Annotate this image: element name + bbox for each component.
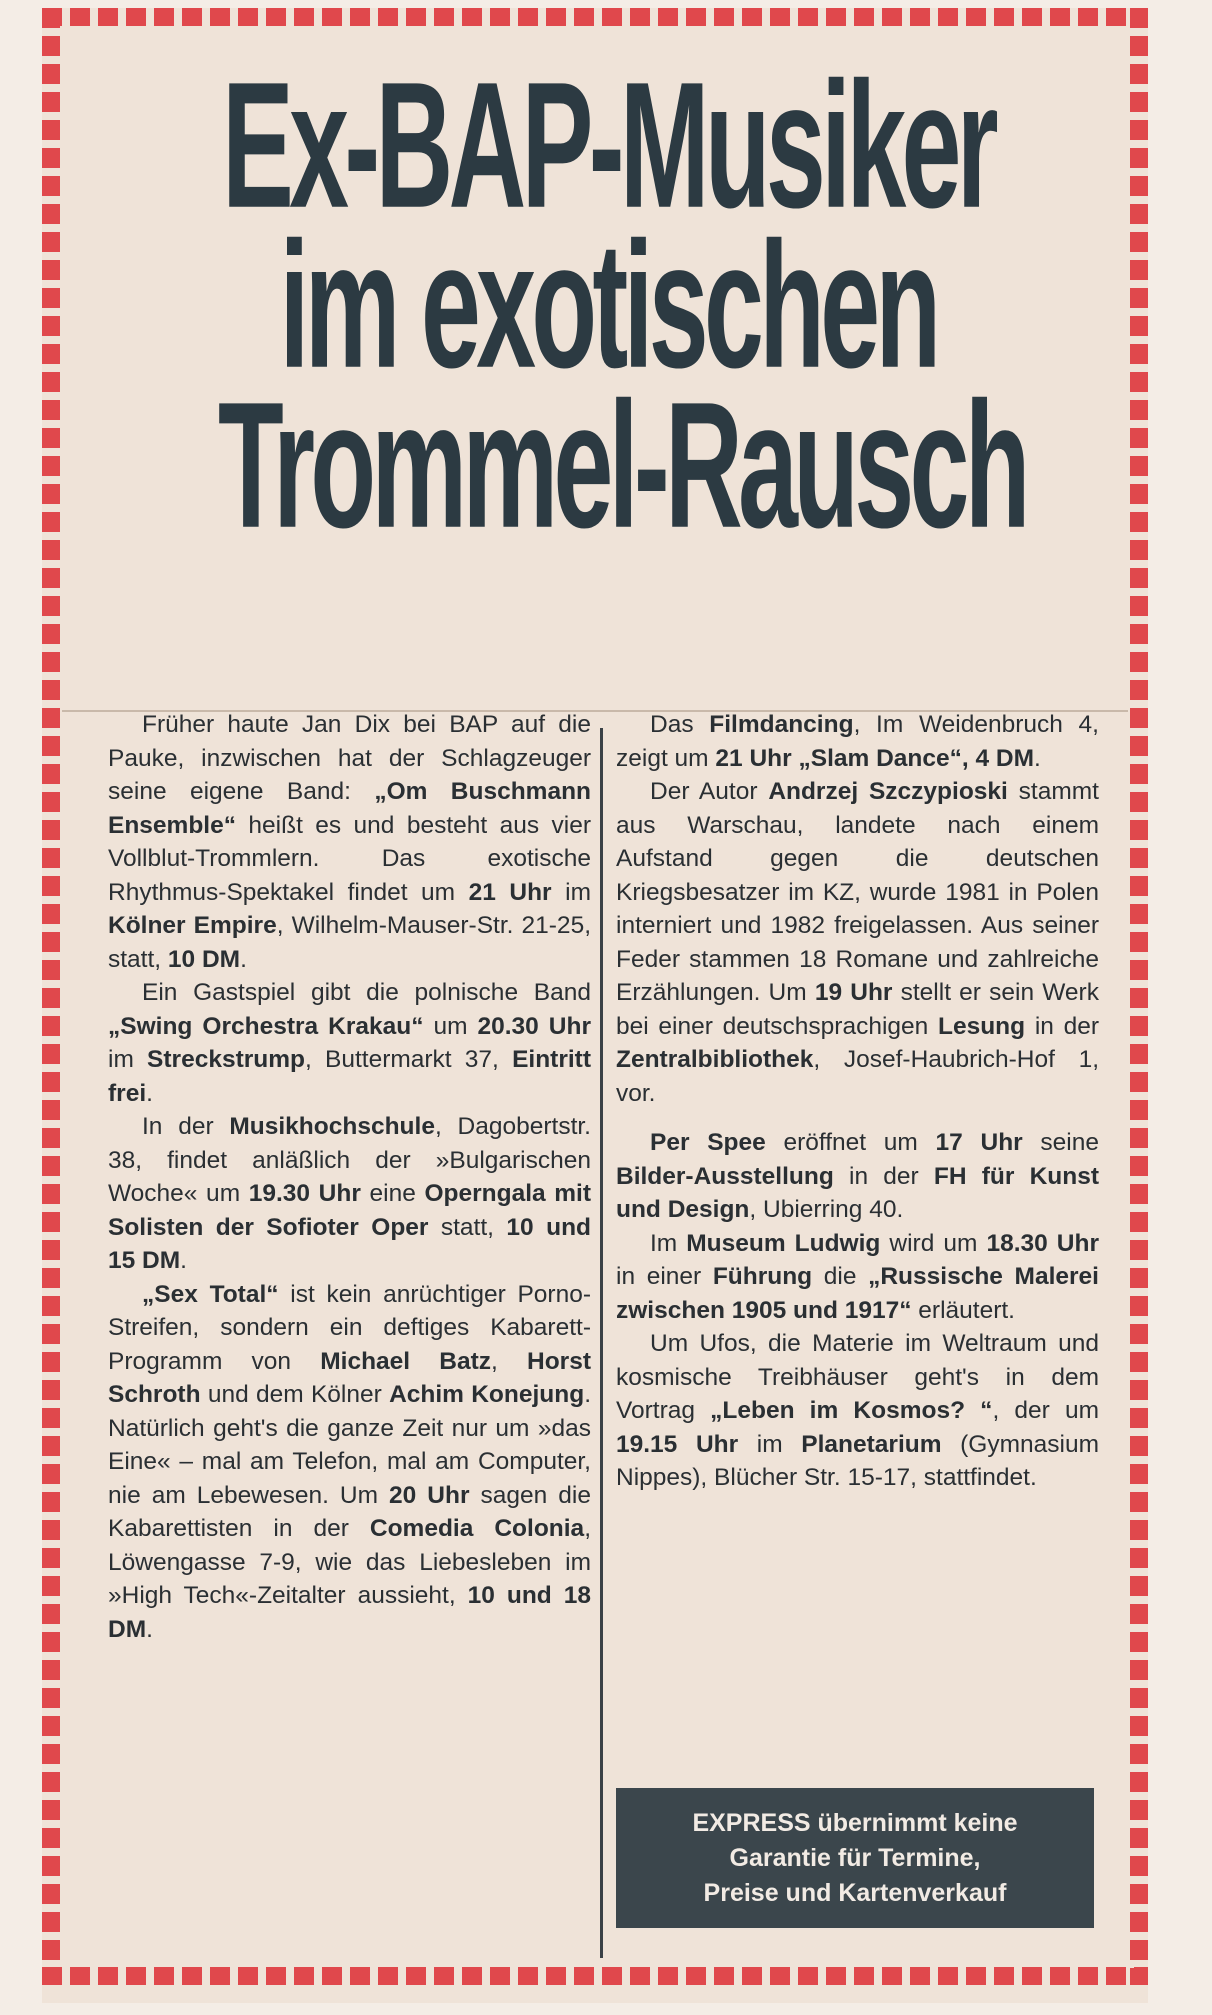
right-column [616,708,1099,1495]
paragraph-musikhochschule: In der Musikhochschule, Dagobertstr. 38, findet anläßlich der »Bulgarischen Woche« um 19.30 Uhr eine Operngala mit Solisten der Sofioter Oper statt, 10 und 15 DM. [108,1113,592,1274]
paragraph-om-buschmann: Früher haute Jan Dix bei BAP auf die Pauke, inzwischen hat der Schlagzeuger seine eigene Band: „Om Buschmann Ensemble“ heißt es und besteht aus vier Vollblut-Trommlern. Das exotische Rhythmus-Spektakel findet um 21 Uhr im Kölner Empire, Wilhelm-Mauser-Str. 21-25, statt, 10 DM. [108,711,591,973]
paragraph-filmdancing: Das Filmdancing, Im Weidenbruch 4, zeigt um 21 Uhr „Slam Dance“, 4 DM. [616,711,1099,772]
headline-line-1: Ex-BAP-Musiker [222,45,994,246]
disclaimer-line-3: Preise und Kartenverkauf [703,1879,1007,1907]
disclaimer-line-2: Garantie für Termine, [729,1844,981,1872]
headline [108,45,1108,566]
paragraph-museum-ludwig: Im Museum Ludwig wird um 18.30 Uhr in einer Führung die „Russische Malerei zwischen 1905 und 1917“ erläutert. [616,1229,1099,1324]
paragraph-sex-total: „Sex Total“ ist kein anrüchtiger Porno-Streifen, sondern ein deftiges Kabarett-Programm von Michael Batz, Horst Schroth und dem Kölner Achim Konejung. Natürlich geht's die ganze Zeit nur um »das Eine« – mal am Telefon, mal am Computer, nie am Lebewesen. Um 20 Uhr sagen die Kabarettisten in der Comedia Colonia, Löwengasse 7-9, wie das Liebesleben im »High Tech«-Zeitalter aussieht, 10 und 18 DM. [108,1280,591,1643]
left-column [108,708,591,1646]
headline-line-2: im exotischen [279,205,937,406]
disclaimer-line-1: EXPRESS übernimmt keine [692,1809,1018,1837]
dashed-border-bottom [42,1967,1148,1985]
dashed-border-left [42,8,60,1985]
paragraph-lesung: Der Autor Andrzej Szczypioski stammt aus Warschau, landete nach einem Aufstand gegen die deutschen Kriegsbesatzer im KZ, wurde 1981 in Polen interniert und 1982 freigelassen. Aus seiner Feder stammen 18 Romane und zahlreiche Erzählungen. Um 19 Uhr stellt er sein Werk bei einer deutschsprachigen Lesung in der Zentralbibliothek, Josef-Haubrich-Hof 1, vor. [616,778,1100,1107]
paragraph-planetarium: Um Ufos, die Materie im Weltraum und kosmische Treibhäuser geht's in dem Vortrag „Leben im Kosmos? “, der um 19.15 Uhr im Planetarium (Gymnasium Nippes), Blücher Str. 15-17, stattfindet. [616,1330,1099,1491]
dashed-border-top [42,8,1148,26]
headline-line-3: Trommel-Rausch [218,365,1026,566]
paragraph-swing-orchestra: Ein Gastspiel gibt die polnische Band „Swing Orchestra Krakau“ um 20.30 Uhr im Streckstrump, Buttermarkt 37, Eintritt frei. [108,979,592,1107]
dashed-border-right [1130,8,1148,1985]
article-body [108,708,1098,1948]
paragraph-per-spee: Per Spee eröffnet um 17 Uhr seine Bilder-Ausstellung in der FH für Kunst und Design, Ubierring 40. [616,1129,1099,1223]
column-divider [600,728,603,1958]
disclaimer-box [616,1788,1094,1928]
